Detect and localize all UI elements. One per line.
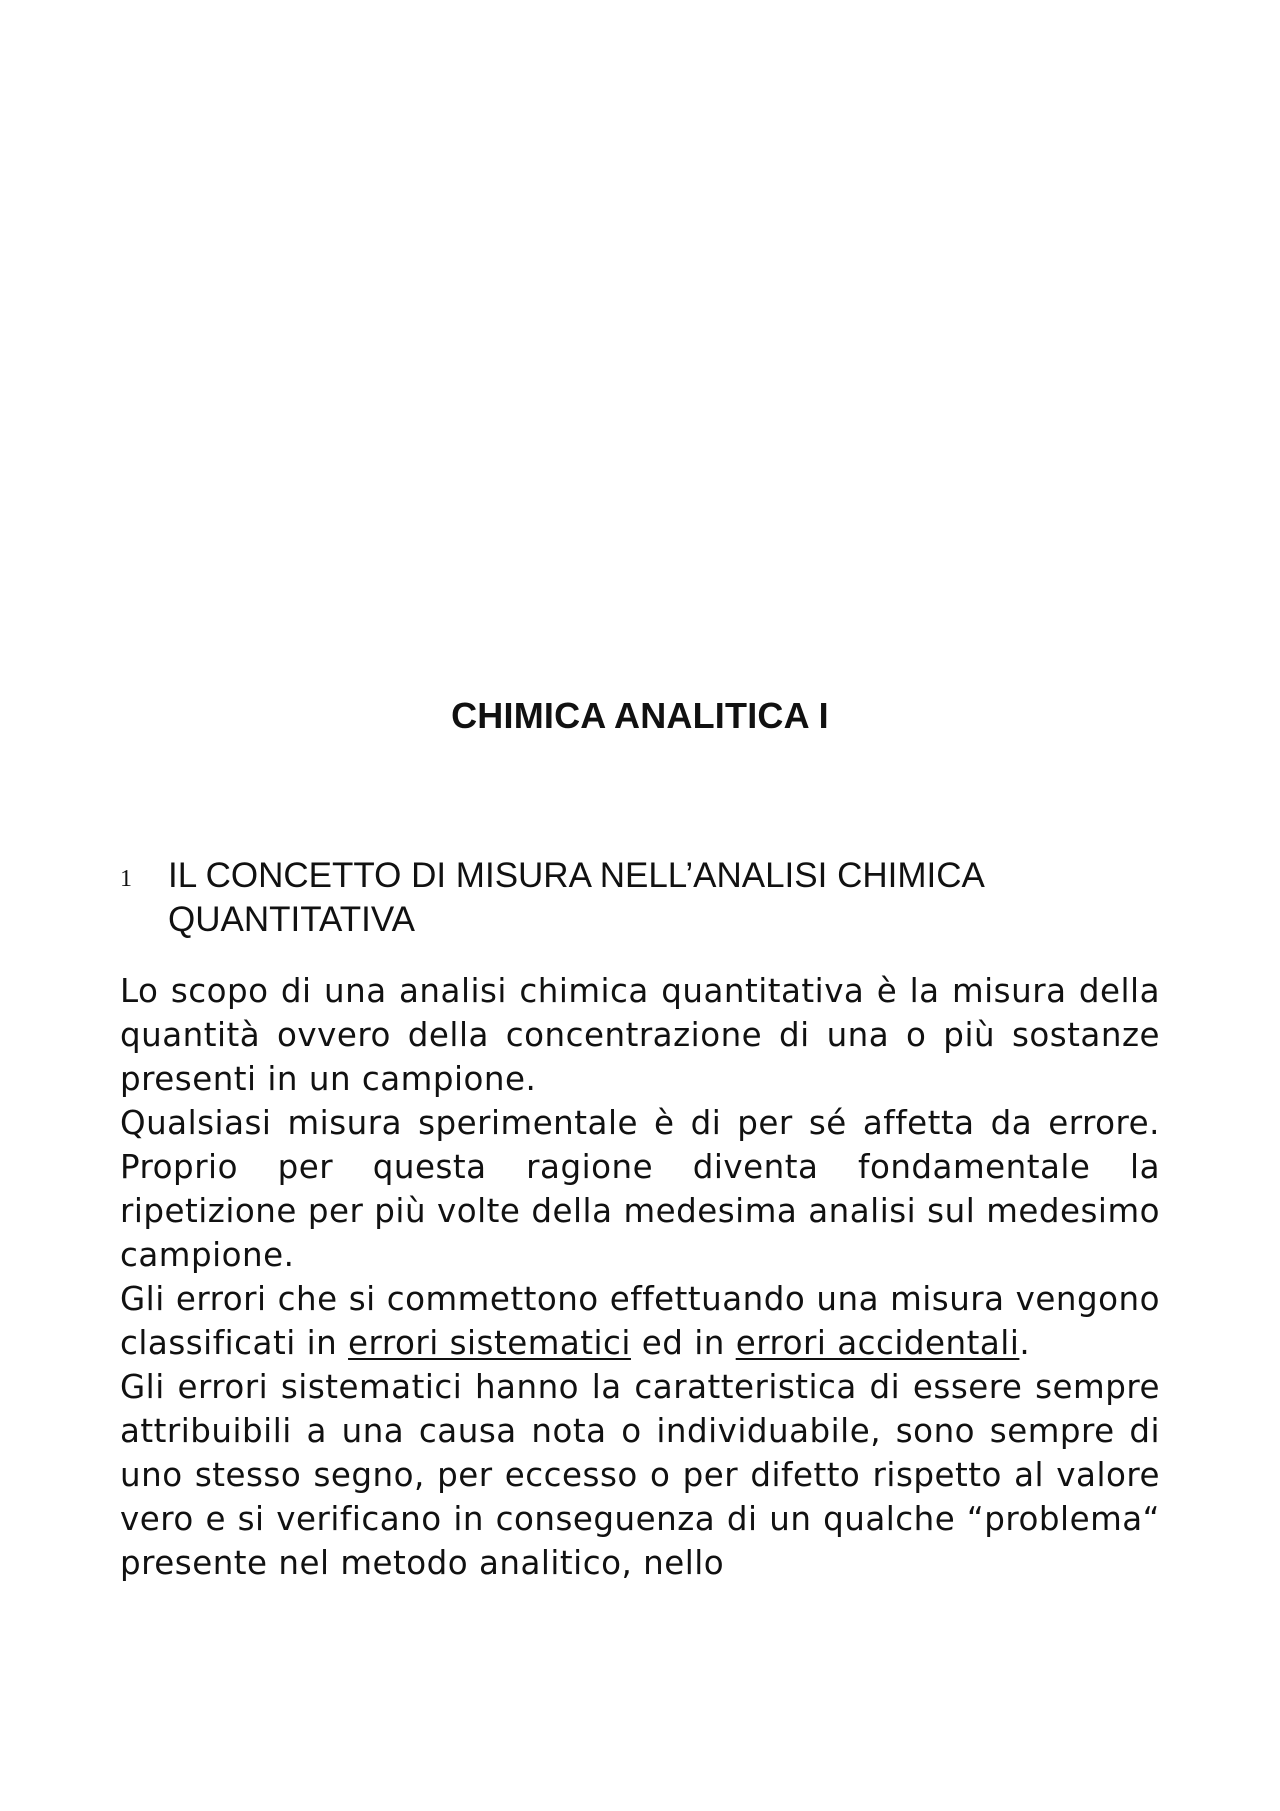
- section-heading-line-1: IL CONCETTO DI MISURA NELL’ANALISI CHIMICA: [168, 856, 985, 895]
- paragraph-error-classification-connector: ed in: [630, 1324, 736, 1362]
- paragraph-systematic-errors: Gli errori sistematici hanno la caratteristica di essere sempre attribuibili a una causa nota o individuabile, sono sempre di uno stesso segno, per eccesso o per difetto rispetto al valore vero e si verificano in conseguenza di un qualche “problema“ presente nel metodo analitico, nello: [120, 1368, 1160, 1582]
- paragraph-error-classification: [120, 1277, 1160, 1365]
- term-systematic-errors: errori sistematici: [348, 1324, 631, 1362]
- section-number: 1: [120, 866, 132, 892]
- document-title: CHIMICA ANALITICA I: [451, 695, 829, 736]
- section-heading-line-2: QUANTITATIVA: [168, 900, 415, 939]
- section-heading-text: [168, 854, 1108, 942]
- paragraph-error-classification-text: Gli errori che si commettono effettuando una misura vengono classificati in: [120, 1280, 1160, 1362]
- term-accidental-errors: errori accidentali: [735, 1324, 1020, 1362]
- paragraph-scope: Lo scopo di una analisi chimica quantitativa è la misura della quantità ovvero della concentrazione di una o più sostanze presenti in un campione.: [120, 972, 1160, 1098]
- paragraph-measurement-error: Qualsiasi misura sperimentale è di per sé affetta da errore. Proprio per questa ragione diventa fondamentale la ripetizione per più volte della medesima analisi sul medesimo campione.: [120, 1104, 1160, 1274]
- body-text: [120, 969, 1160, 1585]
- paragraph-error-classification-end: .: [1019, 1324, 1031, 1362]
